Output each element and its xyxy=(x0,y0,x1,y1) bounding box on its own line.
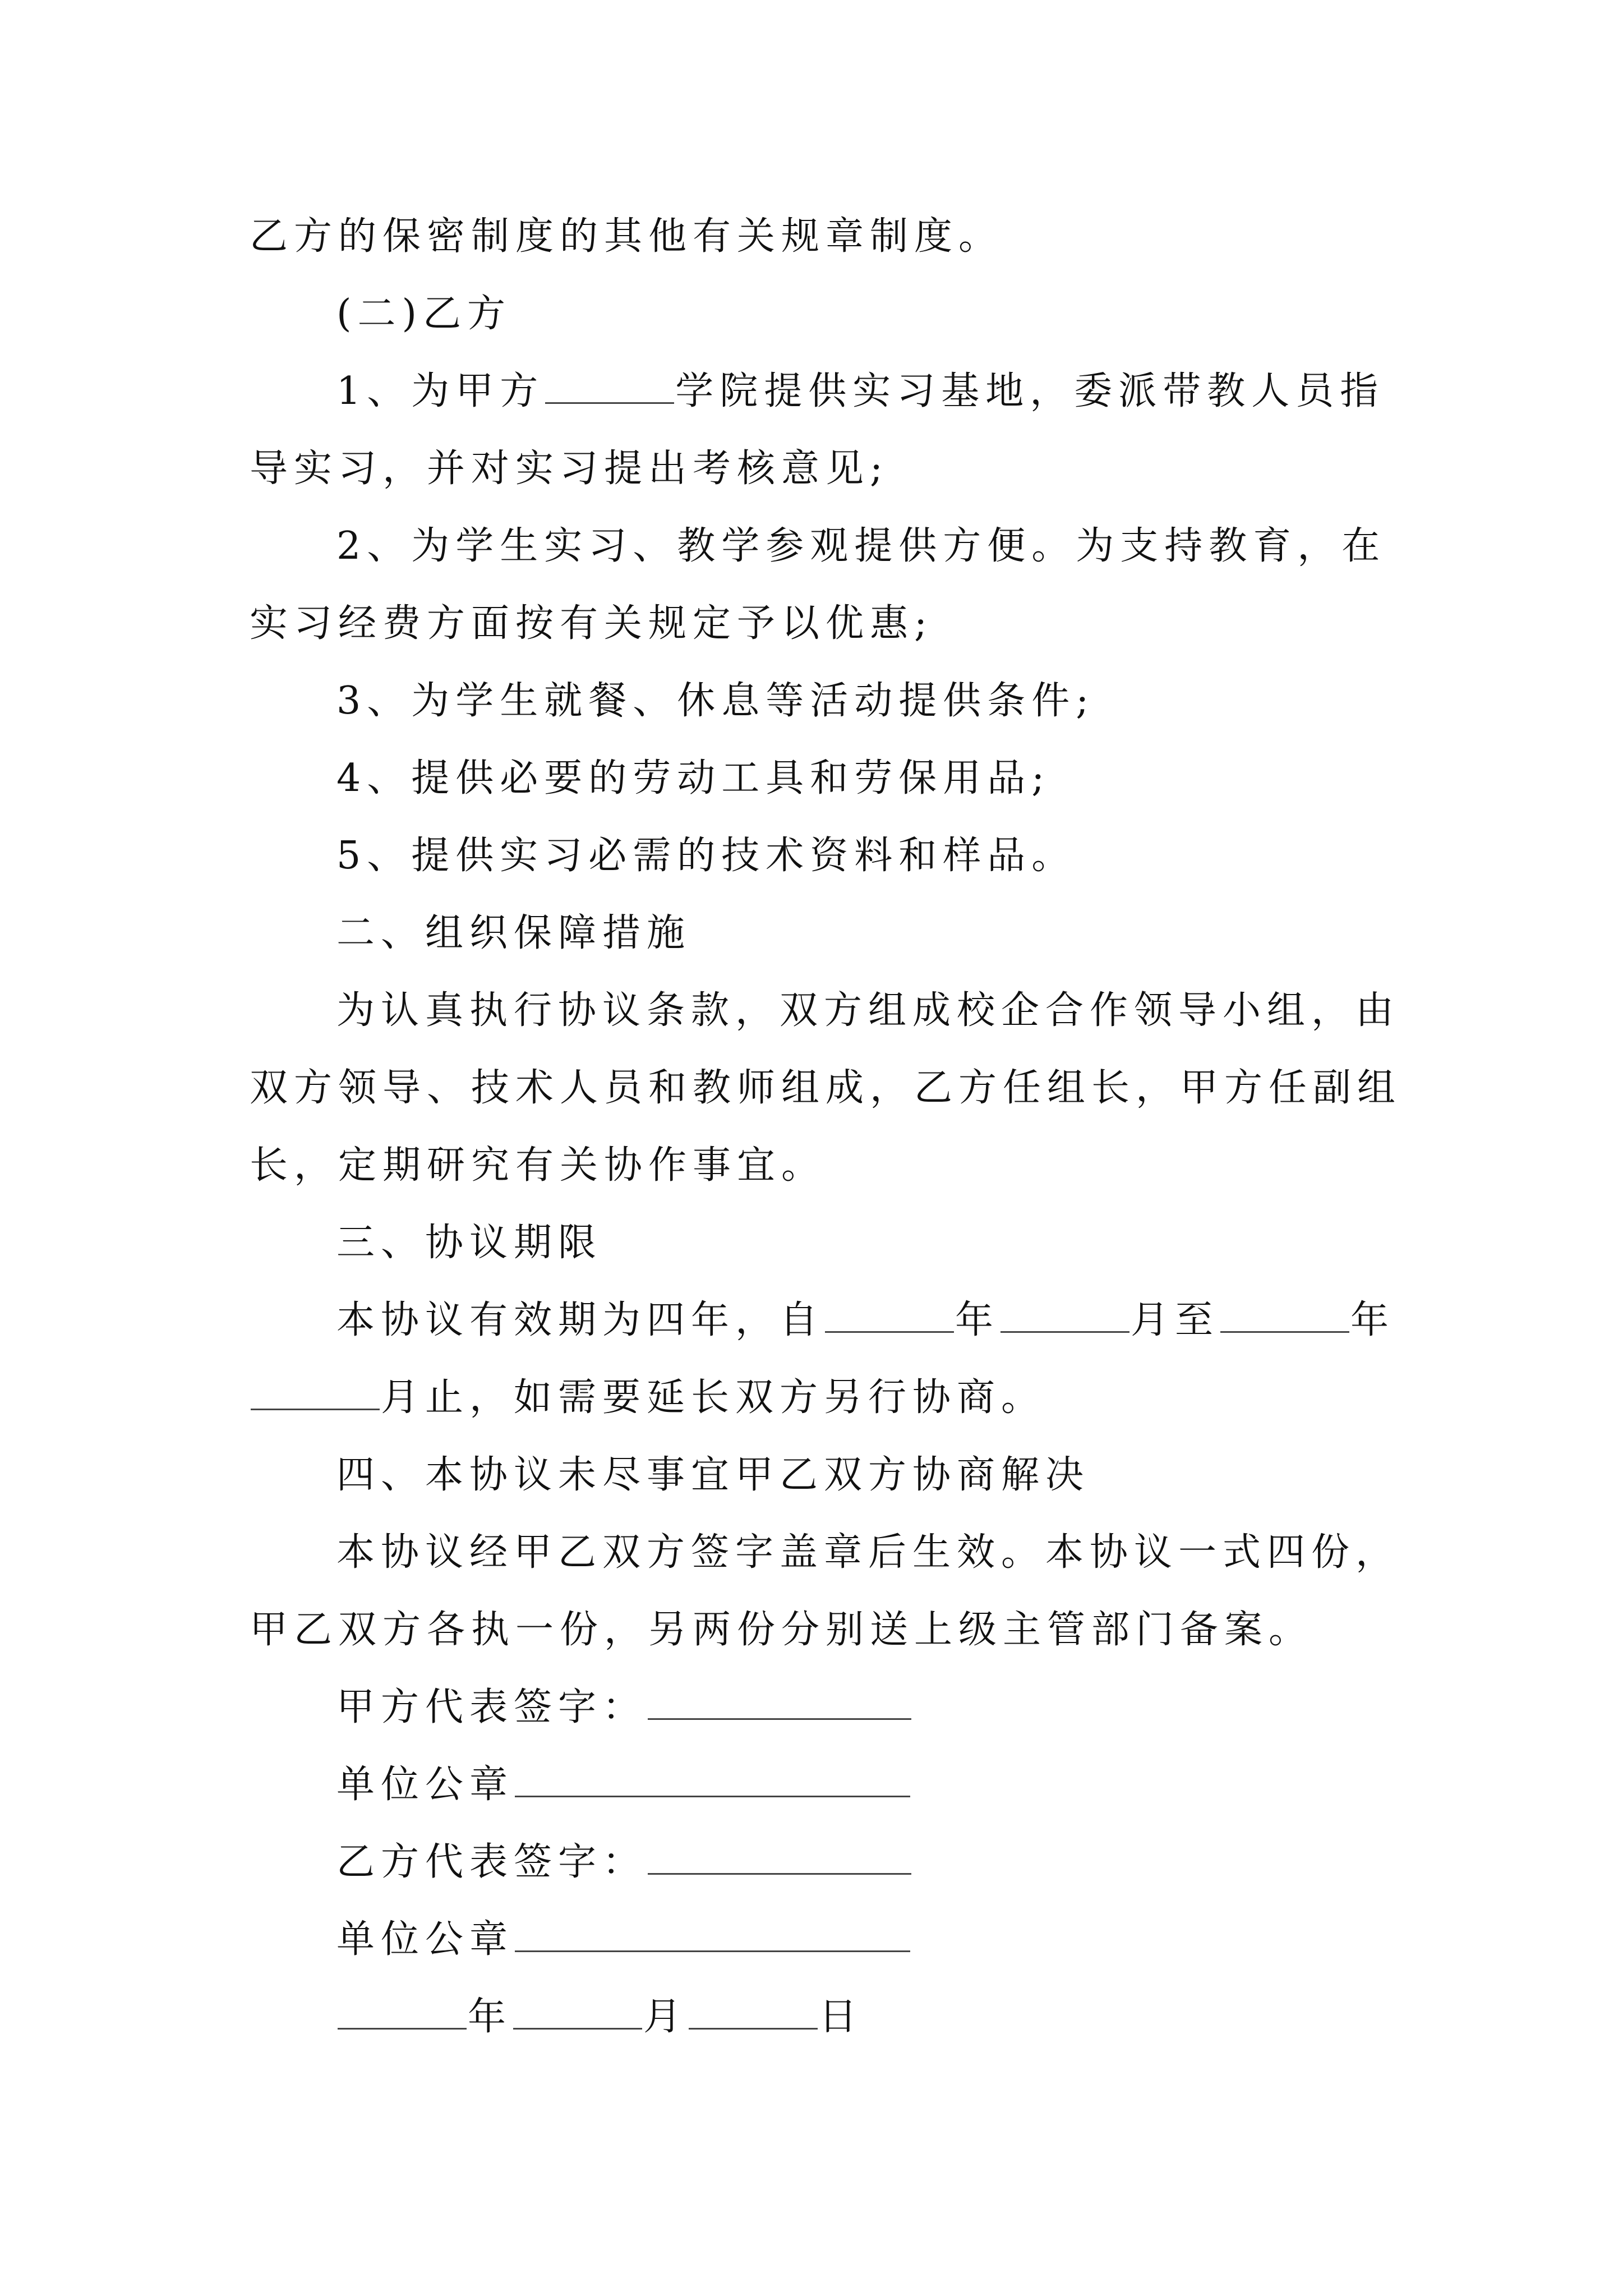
date-line xyxy=(336,1989,1382,2045)
paragraph-line xyxy=(250,441,1382,497)
text-span: 为认真执行协议条款，双方组成校企合作领导小组，由 xyxy=(336,988,1400,1033)
signature-line xyxy=(336,1680,1382,1736)
text-span: 年 xyxy=(955,1298,1000,1342)
text-span: (二)乙方 xyxy=(336,292,512,336)
text-span: 单位公章 xyxy=(336,1917,514,1962)
text-span: 乙方的保密制度的其他有关规章制度。 xyxy=(250,214,1003,259)
text-span: 4、提供必要的劳动工具和劳保用品; xyxy=(336,756,1051,800)
fill-in-blank xyxy=(251,1374,380,1410)
text-span: 乙方代表签字： xyxy=(336,1840,647,1884)
paragraph-line xyxy=(250,1370,1382,1426)
seal-blank xyxy=(515,1916,910,1952)
signature-blank xyxy=(648,1683,911,1720)
text-span: 月至 xyxy=(1131,1298,1220,1342)
text-span: 三、协议期限 xyxy=(336,1221,603,1265)
paragraph-line xyxy=(336,983,1400,1039)
text-span: 甲乙双方各执一份，另两份分别送上级主管部门备案。 xyxy=(250,1608,1313,1652)
text-span: 学院提供实习基地，委派带教人员指 xyxy=(675,369,1385,413)
text-span: 5、提供实习必需的技术资料和样品。 xyxy=(336,834,1076,878)
text-span: 单位公章 xyxy=(336,1763,514,1807)
fill-in-blank xyxy=(825,1296,954,1333)
paragraph-line xyxy=(336,828,1382,884)
paragraph-line xyxy=(336,518,1386,574)
text-span: 年 xyxy=(468,1995,513,2039)
text-span: 本协议经甲乙双方签字盖章后生效。本协议一式四份， xyxy=(336,1530,1400,1575)
fill-in-blank xyxy=(1220,1296,1349,1333)
text-span: 年 xyxy=(1350,1298,1395,1342)
signature-blank xyxy=(648,1838,911,1875)
paragraph-line xyxy=(250,1138,1382,1194)
text-span: 月 xyxy=(643,1995,688,2039)
fill-in-blank xyxy=(545,367,674,404)
text-span: 双方领导、技术人员和教师组成，乙方任组长，甲方任副组 xyxy=(250,1066,1402,1110)
paragraph-line xyxy=(336,673,1382,729)
text-span: 四、本协议未尽事宜甲乙双方协商解决 xyxy=(336,1453,1090,1497)
fill-in-blank xyxy=(1000,1296,1129,1333)
text-span: 2、为学生实习、教学参观提供方便。为支持教育，在 xyxy=(336,524,1386,568)
section-heading xyxy=(336,286,1382,342)
section-heading xyxy=(336,1447,1382,1503)
text-span: 日 xyxy=(819,1995,864,2039)
text-span: 本协议有效期为四年，自 xyxy=(336,1298,824,1342)
fill-in-blank xyxy=(338,1993,467,2030)
fill-in-blank xyxy=(513,1993,642,2030)
text-span: 月止，如需要延长双方另行协商。 xyxy=(381,1375,1046,1420)
paragraph-line xyxy=(336,364,1385,420)
text-span: 1、为甲方 xyxy=(336,369,545,413)
seal-line xyxy=(336,1757,1382,1813)
text-span: 二、组织保障措施 xyxy=(336,911,691,955)
paragraph-line xyxy=(336,751,1382,807)
seal-blank xyxy=(515,1761,910,1797)
text-span: 3、为学生就餐、休息等活动提供条件; xyxy=(336,679,1095,723)
text-span: 导实习，并对实习提出考核意见; xyxy=(250,447,889,491)
text-span: 甲方代表签字： xyxy=(336,1685,647,1729)
seal-line xyxy=(336,1912,1382,1968)
paragraph-line xyxy=(336,1292,1395,1349)
text-span: 实习经费方面按有关规定予以优惠; xyxy=(250,601,933,646)
section-heading xyxy=(336,905,1382,961)
paragraph-line xyxy=(336,1525,1400,1581)
paragraph-line xyxy=(250,1060,1402,1116)
section-heading xyxy=(336,1215,1382,1271)
signature-line xyxy=(336,1834,1382,1890)
text-span: 长，定期研究有关协作事宜。 xyxy=(250,1143,826,1188)
paragraph-line xyxy=(250,1602,1382,1658)
paragraph-line xyxy=(250,596,1382,652)
fill-in-blank xyxy=(689,1993,818,2030)
paragraph-line xyxy=(250,209,1382,265)
